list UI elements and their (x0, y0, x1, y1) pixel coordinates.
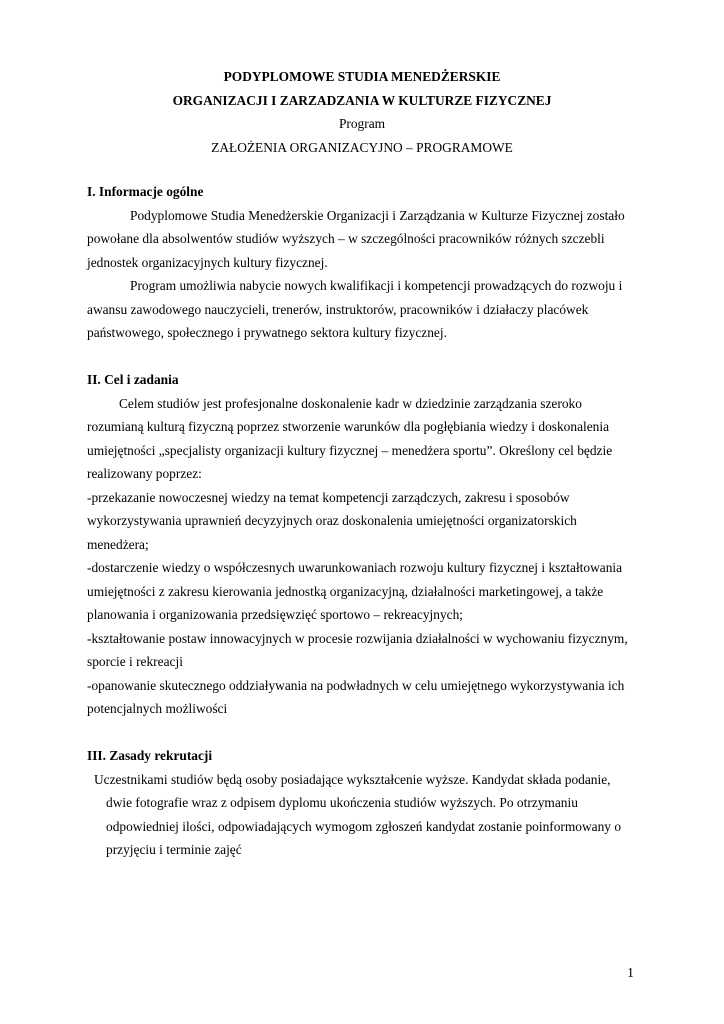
bullet-dash: - (87, 677, 92, 693)
section-1-heading: I. Informacje ogólne (87, 184, 204, 199)
document-body (87, 180, 635, 862)
bullet-dash: - (87, 560, 92, 575)
title-line-4: ZAŁOŻENIA ORGANIZACYJNO – PROGRAMOWE (211, 139, 513, 155)
bullet-dash: - (87, 630, 92, 646)
section-1-paragraph-2: Program umożliwia nabycie nowych kwalifikacji i kompetencji prowadzących do rozwoju i awansu zawodowego nauczycieli, trenerów, instruktorów, pracowników i działaczy placówek państwowego, społecznego i prywatnego sektora kultury fizycznej. (87, 278, 623, 340)
section-2-bullet-2 (87, 556, 635, 627)
bullet-text: kształtowanie postaw innowacyjnych w procesie rozwijania działalności w wychowaniu fizycznym, sporcie i rekreacji (87, 630, 628, 669)
section-2-heading: II. Cel i zadania (87, 372, 179, 387)
section-2-bullet-4 (87, 674, 635, 721)
title-line-3: Program (338, 116, 386, 131)
title-line-1: PODYPLOMOWE STUDIA MENEDŻERSKIE (223, 69, 501, 84)
title-line-2: ORGANIZACJI I ZARZADZANIA W KULTURZE FIZYCZNEJ (172, 92, 552, 108)
page-number: 1 (627, 966, 634, 981)
section-3-paragraph-1: Uczestnikami studiów będą osoby posiadające wykształcenie wyższe. Kandydat składa podanie, dwie fotografie wraz z odpisem dyplomu ukończenia studiów wyższych. Po otrzymaniu odpowiedniej ilości, odpowiadających wymogom zgłoszeń kandydat zostanie poinformowany o przyjęciu i terminie zajęć (94, 771, 622, 857)
section-3-heading: III. Zasady rekrutacji (87, 748, 213, 763)
bullet-text: dostarczenie wiedzy o współczesnych uwarunkowaniach rozwoju kultury fizycznej i kształtowania umiejętności z zakresu kierowania jednostką organizacyjną, działalności marketingowej, a także planowania i organizowania przedsięwzięć sportowo – rekreacyjnych; (87, 560, 623, 622)
bullet-dash: - (87, 489, 92, 505)
section-2-bullet-1 (87, 486, 635, 557)
document-title-block (0, 65, 724, 159)
section-2-paragraph-1: Celem studiów jest profesjonalne doskonalenie kadr w dziedzinie zarządzania szeroko rozumianą kulturą fizyczną poprzez stworzenie warunków dla pogłębiania wiedzy i doskonalenia umiejętności „specjalisty organizacji kultury fizycznej – menedżera sportu”. Określony cel będzie realizowany poprzez: (87, 395, 613, 481)
section-1-paragraph-1: Podyplomowe Studia Menedżerskie Organizacji i Zarządzania w Kulturze Fizycznej zostało powołane dla absolwentów studiów wyższych – w szczególności pracowników różnych szczebli jednostek organizacyjnych kultury fizycznej. (87, 207, 625, 270)
bullet-text: przekazanie nowoczesnej wiedzy na temat kompetencji zarządczych, zakresu i sposobów wykorzystywania uprawnień decyzyjnych oraz doskonalenia umiejętności organizatorskich menedżera; (87, 489, 577, 552)
section-2-bullet-3 (87, 627, 635, 674)
spacer (87, 345, 635, 369)
spacer (87, 721, 635, 745)
bullet-text: opanowanie skutecznego oddziaływania na podwładnych w celu umiejętnego wykorzystywania ich potencjalnych możliwości (87, 677, 625, 716)
